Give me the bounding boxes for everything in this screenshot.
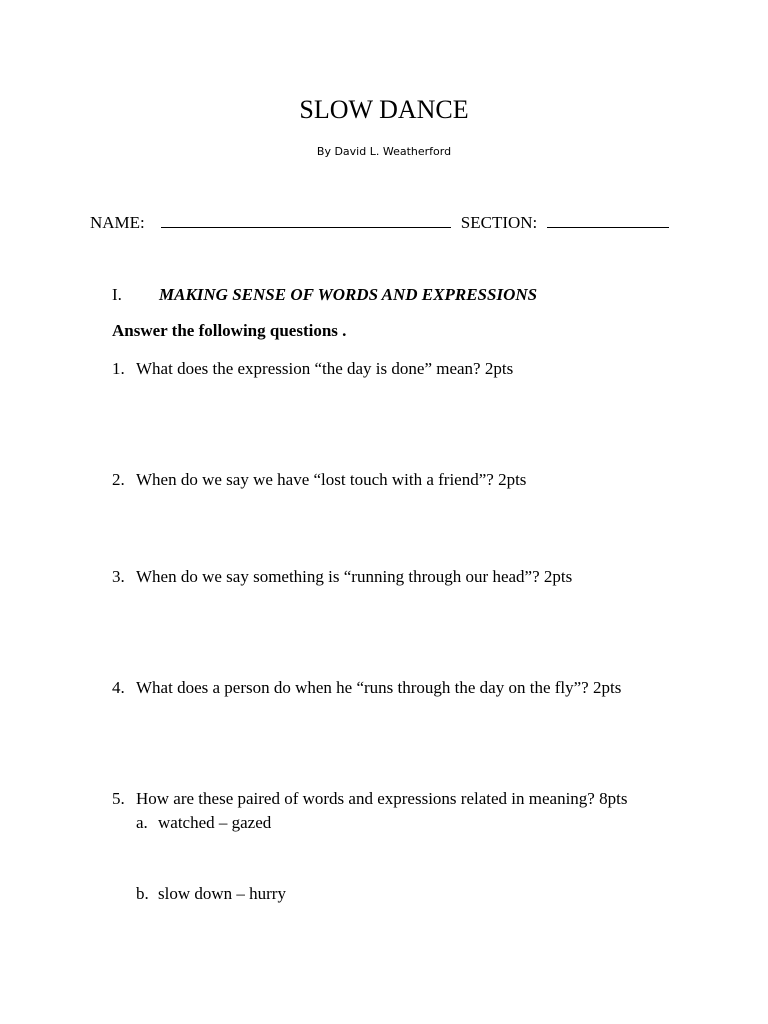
question-text: How are these paired of words and expressions related in meaning? 8pts	[136, 789, 628, 808]
instructions: Answer the following questions .	[112, 321, 347, 340]
sub-item-text: watched – gazed	[158, 813, 272, 832]
question-text: What does the expression “the day is done” mean? 2pts	[136, 359, 514, 378]
name-section-row	[90, 211, 669, 231]
sub-item-text: slow down – hurry	[158, 884, 286, 903]
question-text: When do we say we have “lost touch with a friend”? 2pts	[136, 470, 527, 489]
sub-item-letter: a.	[136, 813, 148, 832]
question-number: 4.	[112, 678, 125, 697]
question-text: What does a person do when he “runs through the day on the fly”? 2pts	[136, 678, 622, 697]
author-line: By David L. Weatherford	[316, 145, 452, 158]
section-heading: MAKING SENSE OF WORDS AND EXPRESSIONS	[159, 285, 538, 304]
section-label: SECTION:	[460, 213, 538, 232]
page-title: SLOW DANCE	[299, 95, 469, 124]
name-label: NAME:	[90, 213, 145, 232]
sub-item-letter: b.	[136, 884, 149, 903]
section-number: I.	[112, 285, 122, 304]
question-number: 3.	[112, 567, 125, 586]
section-blank-line[interactable]	[547, 211, 669, 228]
name-blank-line[interactable]	[161, 211, 451, 228]
question-number: 2.	[112, 470, 125, 489]
question-text: When do we say something is “running through our head”? 2pts	[136, 567, 573, 586]
question-number: 5.	[112, 789, 125, 808]
question-number: 1.	[112, 359, 125, 378]
